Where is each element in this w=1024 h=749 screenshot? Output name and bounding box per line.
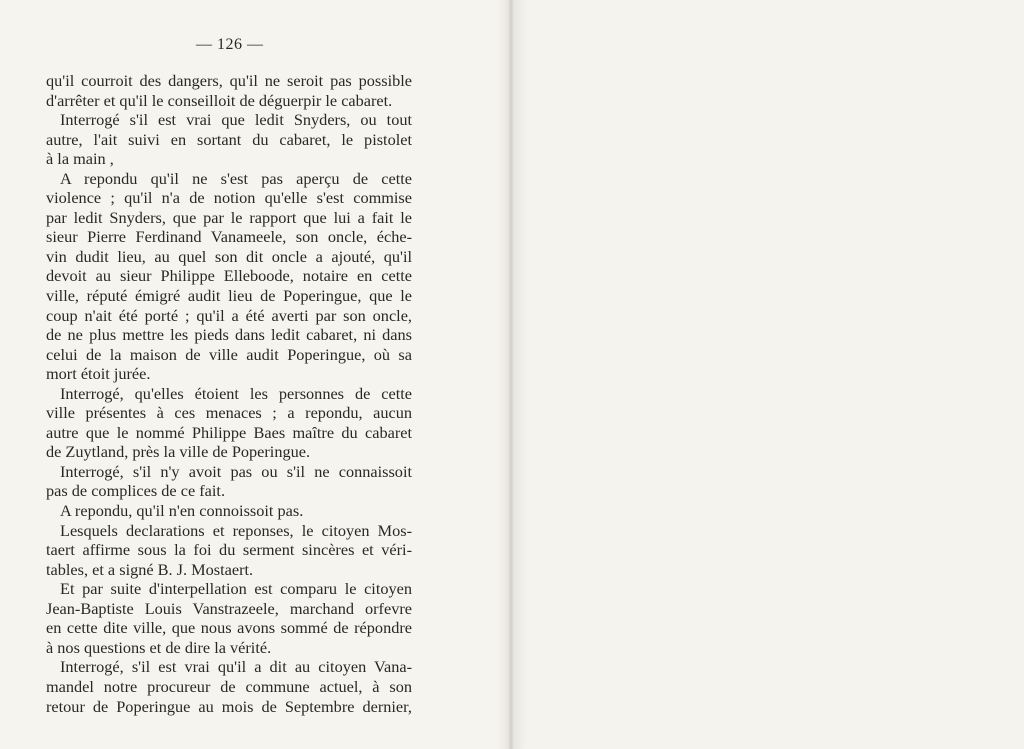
left-page [0, 0, 508, 749]
right-page [512, 0, 1024, 749]
text-line: Interrogé, s'il est vrai qu'il a dit au citoyen Vana- [60, 657, 412, 677]
text-line: à nos questions et de dire la vérité. [46, 637, 272, 657]
text-line: Interrogé, qu'elles étoient les personnes de cette [60, 383, 412, 403]
text-line: en cette dite ville, que nous avons sommé de répondre [46, 618, 412, 638]
text-line: tables, et a signé B. J. Mostaert. [46, 559, 254, 579]
text-line: ville, réputé émigré audit lieu de Poperingue, que le [46, 286, 412, 306]
text-line: ville présentes à ces menaces ; a repondu, aucun [46, 403, 412, 423]
text-line: d'arrêter et qu'il le conseilloit de déguerpir le cabaret. [46, 90, 393, 110]
text-line: de ne plus mettre les pieds dans ledit cabaret, ni dans [46, 325, 412, 345]
text-line: pas de complices de ce fait. [46, 481, 226, 501]
text-line: celui de la maison de ville audit Poperingue, où sa [46, 344, 412, 364]
text-line: sieur Pierre Ferdinand Vanameele, son oncle, éche- [46, 227, 412, 247]
text-line: autre que le nommé Philippe Baes maître du cabaret [46, 422, 412, 442]
text-line: vin dudit lieu, au quel son dit oncle a ajouté, qu'il [46, 246, 412, 266]
text-line: coup n'ait été porté ; qu'il a été averti par son oncle, [46, 305, 412, 325]
text-line: par ledit Snyders, que par le rapport que lui a fait le [46, 207, 412, 227]
text-line: devoit au sieur Philippe Elleboode, notaire en cette [46, 266, 412, 286]
text-line: A repondu qu'il ne s'est pas aperçu de cette [60, 168, 412, 188]
text-line: Jean-Baptiste Louis Vanstrazeele, marchand orfevre [46, 598, 412, 618]
text-line: retour de Poperingue au mois de Septembre dernier, [46, 696, 412, 716]
text-line: qu'il courroit des dangers, qu'il ne seroit pas possible [46, 71, 412, 90]
text-line: A repondu, qu'il n'en connoissoit pas. [60, 501, 304, 521]
book-gutter [496, 0, 526, 749]
text-line: violence ; qu'il n'a de notion qu'elle s'est commise [46, 188, 412, 208]
text-line: de Zuytland, près la ville de Poperingue. [46, 442, 311, 462]
text-line: Interrogé, s'il n'y avoit pas ou s'il ne connaissoit [60, 461, 412, 481]
text-line: taert affirme sous la foi du serment sincères et véri- [46, 540, 412, 560]
text-line: mort étoit jurée. [46, 364, 151, 384]
text-line: Lesquels declarations et reponses, le citoyen Mos- [60, 520, 412, 540]
page-number-left: — 126 — [196, 36, 264, 53]
text-line: à la main , [46, 149, 114, 169]
text-line: Interrogé s'il est vrai que ledit Snyders, ou tout [60, 110, 412, 130]
text-line: mandel notre procureur de commune actuel, à son [46, 676, 412, 696]
left-page-text [46, 71, 412, 716]
text-line: Et par suite d'interpellation est comparu le citoyen [60, 579, 412, 599]
text-line: autre, l'ait suivi en sortant du cabaret, le pistolet [46, 129, 412, 149]
